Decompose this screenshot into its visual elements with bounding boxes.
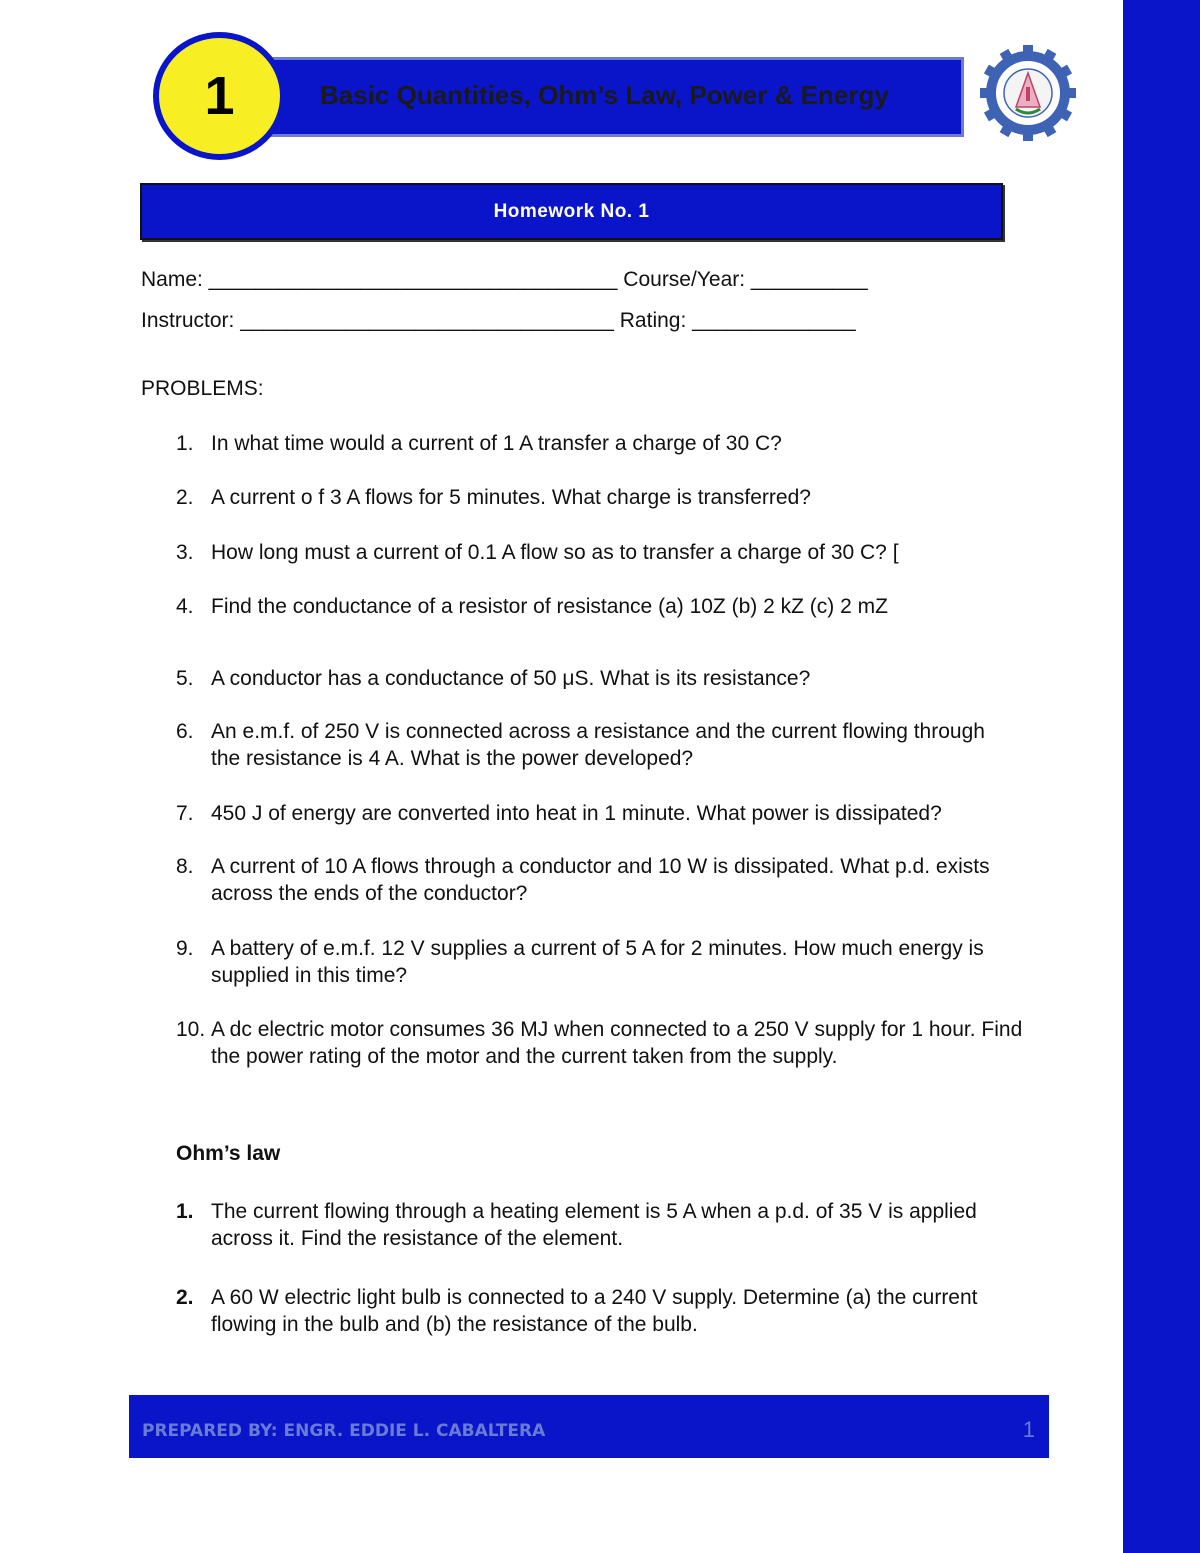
problem-number: 1. — [176, 1200, 194, 1223]
problem-number: 3. — [176, 541, 194, 564]
problem-text: A dc electric motor consumes 36 MJ when connected to a 250 V supply for 1 hour. Find the power rating of the motor and the current taken from the supply. — [211, 1018, 1023, 1068]
problem-text: An e.m.f. of 250 V is connected across a resistance and the current flowing through the resistance is 4 A. What is the power developed? — [211, 720, 985, 770]
name-course-field-line: Name: ___________________________________ Course/Year: __________ — [141, 268, 868, 291]
ohms-problem-item — [176, 1198, 1006, 1252]
problems-heading: PROBLEMS: — [141, 377, 264, 400]
problem-number: 10. — [176, 1018, 206, 1041]
page-footer — [129, 1395, 1049, 1458]
problem-text: Find the conductance of a resistor of resistance (a) 10Z (b) 2 kZ (c) 2 mZ — [211, 595, 888, 618]
problem-text: A battery of e.m.f. 12 V supplies a current of 5 A for 2 minutes. How much energy is supplied in this time? — [211, 937, 984, 987]
chapter-badge — [153, 32, 286, 160]
problem-text: In what time would a current of 1 A transfer a charge of 30 C? — [211, 432, 782, 455]
problem-text: A current o f 3 A flows for 5 minutes. What charge is transferred? — [211, 486, 811, 509]
problem-text: 450 J of energy are converted into heat in 1 minute. What power is dissipated? — [211, 802, 942, 825]
homework-title: Homework No. 1 — [493, 200, 650, 222]
problem-number: 5. — [176, 667, 194, 690]
problem-item — [176, 539, 1076, 566]
prepared-by: PREPARED BY: ENGR. EDDIE L. CABALTERA — [142, 1421, 546, 1441]
problem-number: 2. — [176, 1286, 194, 1309]
instructor-rating-field-line: Instructor: ________________________________ Rating: ______________ — [141, 309, 856, 332]
problem-item — [176, 593, 1076, 620]
problem-text: The current flowing through a heating element is 5 A when a p.d. of 35 V is applied across it. Find the resistance of the element. — [211, 1200, 977, 1250]
problem-number: 4. — [176, 595, 194, 618]
school-seal-gear-icon — [978, 43, 1078, 143]
problem-item — [176, 1016, 1036, 1070]
problem-text: A 60 W electric light bulb is connected to a 240 V supply. Determine (a) the current flowing in the bulb and (b) the resistance of the bulb. — [211, 1286, 978, 1336]
homework-banner — [140, 183, 1003, 240]
problem-text: A conductor has a conductance of 50 μS. What is its resistance? — [211, 667, 811, 690]
right-edge-bar — [1123, 0, 1200, 1553]
problem-number: 9. — [176, 937, 194, 960]
problem-item — [176, 484, 1076, 511]
problem-number: 8. — [176, 855, 194, 878]
problem-item — [176, 665, 1076, 692]
problem-item — [176, 718, 996, 772]
problem-number: 1. — [176, 432, 194, 455]
ohms-law-heading: Ohm’s law — [176, 1142, 281, 1165]
problem-text: A current of 10 A flows through a conductor and 10 W is dissipated. What p.d. exists across the ends of the conductor? — [211, 855, 990, 905]
problem-number: 7. — [176, 802, 194, 825]
problem-item — [176, 935, 1066, 989]
chapter-title: Basic Quantities, Ohm’s Law, Power & Energy — [320, 80, 889, 110]
page-number: 1 — [1022, 1417, 1035, 1442]
problem-item — [176, 800, 1076, 827]
problem-number: 2. — [176, 486, 194, 509]
chapter-number: 1 — [204, 66, 235, 126]
ohms-problem-item — [176, 1284, 1006, 1338]
problem-item — [176, 853, 1026, 907]
problem-number: 6. — [176, 720, 194, 743]
problem-item — [176, 430, 1076, 457]
problem-text: How long must a current of 0.1 A flow so as to transfer a charge of 30 C? [ — [211, 541, 899, 564]
